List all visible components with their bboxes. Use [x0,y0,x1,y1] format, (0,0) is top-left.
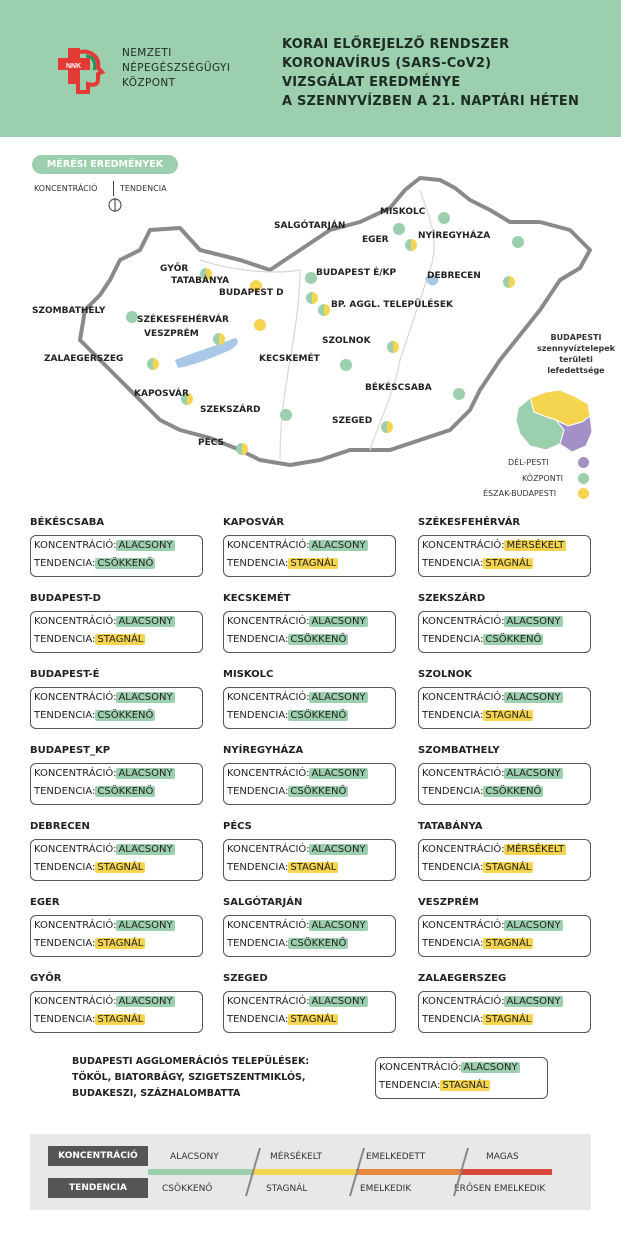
concentration-value: ALACSONY [506,616,561,627]
card-title-eger: EGER [30,897,60,908]
tendency-label: TENDENCIA: [422,862,484,873]
city-marker-budapest-d [306,292,318,304]
result-card-p-cs [223,839,396,881]
concentration-label: KONCENTRÁCIÓ: [34,616,117,627]
concentration-value: ALACSONY [311,692,366,703]
concentration-value: ALACSONY [506,920,561,931]
concentration-label: KONCENTRÁCIÓ: [422,920,505,931]
tendency-label: TENDENCIA: [34,634,96,645]
card-title-szeged: SZEGED [223,973,268,984]
scale-separators [30,1134,591,1210]
scale-tend-level-4: ERŐSEN EMELKEDIK [454,1184,546,1194]
card-title-tatab-nya: TATABÁNYA [418,821,483,832]
tendency-value: STAGNÁL [485,558,532,569]
scale-tend-level-2: STAGNÁL [266,1184,308,1194]
tendency-value: STAGNÁL [97,938,144,949]
concentration-label: KONCENTRÁCIÓ: [34,540,117,551]
scale-tend-level-1: CSÖKKENŐ [162,1184,213,1194]
card-title-p-cs: PÉCS [223,821,252,832]
result-card-veszpr-m [418,915,591,957]
svg-text:NNK: NNK [66,63,82,70]
city-label-szombathely: SZOMBATHELY [32,306,106,316]
tendency-label: TENDENCIA: [34,558,96,569]
tendency-label: TENDENCIA: [34,1014,96,1025]
card-title-szombathely: SZOMBATHELY [418,745,500,756]
tendency-value: STAGNÁL [485,710,532,721]
city-label-szeksz-rd: SZEKSZÁRD [200,405,261,415]
tendency-value: CSÖKKENŐ [485,634,542,645]
concentration-label: KONCENTRÁCIÓ: [34,692,117,703]
tendency-value: STAGNÁL [97,1014,144,1025]
card-title-debrecen: DEBRECEN [30,821,90,832]
concentration-label: KONCENTRÁCIÓ: [422,996,505,1007]
org-name: NEMZETI NÉPEGÉSZSÉGÜGYI KÖZPONT [122,47,231,89]
city-marker-debrecen [503,276,515,288]
city-marker-p-cs [236,443,248,455]
tendency-value: CSÖKKENŐ [97,710,154,721]
tendency-label: TENDENCIA: [422,710,484,721]
card-title-szeksz-rd: SZEKSZÁRD [418,593,486,604]
bp-legend-dot-yellow [578,488,589,499]
result-card-szeged [223,991,396,1033]
tendency-label: TENDENCIA: [422,558,484,569]
result-card-sz-kesfeh-rv-r [418,535,591,577]
concentration-label: KONCENTRÁCIÓ: [227,844,310,855]
scale-konc-level-4: MAGAS [486,1152,519,1162]
bp-legend-title: BUDAPESTI szennyvíztelepek területi lefedettsége [537,333,615,375]
concentration-label: KONCENTRÁCIÓ: [34,996,117,1007]
concentration-value: ALACSONY [311,540,366,551]
result-card-eger [30,915,203,957]
tendency-value: STAGNÁL [97,634,144,645]
tendency-value: STAGNÁL [290,558,337,569]
city-label-debrecen: DEBRECEN [427,271,481,281]
card-title-budapest-kp: BUDAPEST_KP [30,745,111,756]
city-label-veszpr-m: VESZPRÉM [144,329,199,339]
concentration-value: MÉRSÉKELT [506,844,565,855]
scale-konc-level-2: MÉRSÉKELT [270,1152,322,1162]
concentration-label: KONCENTRÁCIÓ: [227,540,310,551]
tendency-label: TENDENCIA: [422,634,484,645]
concentration-value: ALACSONY [311,616,366,627]
section-label-results: MÉRÉSI EREDMÉNYEK [32,155,178,174]
tendency-value: CSÖKKENŐ [97,786,154,797]
agglomeration-title: BUDAPESTI AGGLOMERÁCIÓS TELEPÜLÉSEK: TÖKÖL, BIATORBÁGY, SZIGETSZENTMIKLÓS, BUDAKESZI, SZÁZHALOMBATTA [72,1056,310,1099]
card-title-gy-r: GYŐR [30,973,62,984]
scale-tendency-tag: TENDENCIA [48,1178,148,1198]
bp-legend-item-del-pesti: DÉL-PESTI [508,458,549,467]
result-card-kecskem-t [223,611,396,653]
tendency-label: TENDENCIA: [422,1014,484,1025]
concentration-value: ALACSONY [118,920,173,931]
concentration-value: ALACSONY [311,768,366,779]
concentration-value: ALACSONY [311,996,366,1007]
tendency-value: CSÖKKENŐ [290,710,347,721]
concentration-value: MÉRSÉKELT [506,540,565,551]
concentration-label: KONCENTRÁCIÓ: [227,768,310,779]
result-card-debrecen [30,839,203,881]
card-title-kaposv-r: KAPOSVÁR [223,517,285,528]
tendency-value: STAGNÁL [485,862,532,873]
city-label-kaposv-r: KAPOSVÁR [134,389,189,399]
bp-legend-item-eszak-budapesti: ÉSZAK-BUDAPESTI [483,489,557,498]
city-label-b-k-scsaba: BÉKÉSCSABA [365,383,432,393]
tendency-label: TENDENCIA: [422,786,484,797]
tendency-value: STAGNÁL [290,1014,337,1025]
scale-concentration-tag: KONCENTRÁCIÓ [48,1146,148,1166]
concentration-value: ALACSONY [311,844,366,855]
bp-legend-dot-green [578,473,589,484]
tendency-value: STAGNÁL [485,938,532,949]
card-title-budapest-d: BUDAPEST-D [30,593,101,604]
card-title-kecskem-t: KECSKEMÉT [223,593,291,604]
scale-legend [30,1134,591,1210]
tendency-value: STAGNÁL [290,862,337,873]
scale-konc-level-1: ALACSONY [170,1152,219,1162]
result-card-szeksz-rd [418,611,591,653]
city-marker-ny-regyh-za [512,236,524,248]
result-card-ny-regyh-za [223,763,396,805]
city-label-sz-kesfeh-rv-r: SZÉKESFEHÉRVÁR [137,315,229,325]
card-title-veszpr-m: VESZPRÉM [418,897,479,908]
city-label-kecskem-t: KECSKEMÉT [259,354,320,364]
city-marker-b-k-scsaba [453,388,465,400]
result-card-tatab-nya [418,839,591,881]
tendency-label: TENDENCIA: [227,862,289,873]
card-title-budapest-: BUDAPEST-É [30,669,100,680]
result-card-salg-tarj-n [223,915,396,957]
result-card-kaposv-r [223,535,396,577]
legend-tendency-label: TENDENCIA [120,184,167,193]
card-title-salg-tarj-n: SALGÓTARJÁN [223,897,303,908]
concentration-label: KONCENTRÁCIÓ: [227,920,310,931]
concentration-value: ALACSONY [311,920,366,931]
city-marker-zalaegerszeg [147,358,159,370]
result-card-szolnok [418,687,591,729]
city-label-bp-aggl-telep-l-sek: BP. AGGL. TELEPÜLÉSEK [331,300,453,310]
scale-konc-level-3: EMELKEDETT [366,1152,426,1162]
city-marker-bp-aggl-telep-l-sek [318,304,330,316]
tendency-value: STAGNÁL [485,1014,532,1025]
card-title-zalaegerszeg: ZALAEGERSZEG [418,973,507,984]
tendency-label: TENDENCIA: [227,558,289,569]
concentration-value: ALACSONY [118,616,173,627]
card-title-miskolc: MISKOLC [223,669,274,680]
tendency-label: TENDENCIA: [227,938,289,949]
city-marker-salg-tarj-n [393,223,405,235]
city-label-salg-tarj-n: SALGÓTARJÁN [274,221,346,231]
result-card-zalaegerszeg [418,991,591,1033]
city-marker-miskolc [438,212,450,224]
concentration-value: ALACSONY [506,768,561,779]
city-marker-veszpr-m [213,333,225,345]
city-marker-eger [405,239,417,251]
page-title: KORAI ELŐREJELZŐ RENDSZER KORONAVÍRUS (SARS-CoV2) VIZSGÁLAT EREDMÉNYE A SZENNYVÍZBEN A 21. NAPTÁRI HÉTEN [282,37,580,109]
concentration-label: KONCENTRÁCIÓ: [227,616,310,627]
tendency-value: STAGNÁL [97,862,144,873]
tendency-value: CSÖKKENŐ [290,786,347,797]
concentration-value: ALACSONY [506,996,561,1007]
card-title-szolnok: SZOLNOK [418,669,472,680]
concentration-label: KONCENTRÁCIÓ: [34,920,117,931]
city-label-p-cs: PÉCS [198,438,224,448]
scale-tend-level-3: EMELKEDIK [360,1184,412,1194]
city-marker-szeksz-rd [280,409,292,421]
bp-legend-dot-purple [578,457,589,468]
tendency-label: TENDENCIA: [227,786,289,797]
city-marker-szeged [381,421,393,433]
header-banner [0,0,621,137]
city-label-zalaegerszeg: ZALAEGERSZEG [44,354,124,364]
tendency-value: CSÖKKENŐ [290,634,347,645]
legend-concentration-label: KONCENTRÁCIÓ [34,184,98,193]
concentration-label: KONCENTRÁCIÓ: [227,692,310,703]
card-title-sz-kesfeh-rv-r: SZÉKESFEHÉRVÁR [418,517,521,528]
concentration-label: KONCENTRÁCIÓ: [422,768,505,779]
concentration-value: ALACSONY [118,996,173,1007]
city-label-szolnok: SZOLNOK [322,336,371,346]
concentration-value: ALACSONY [118,540,173,551]
city-label-szeged: SZEGED [332,416,373,426]
tendency-label: TENDENCIA: [422,938,484,949]
tendency-label: TENDENCIA: [34,786,96,797]
city-label-tatab-nya: TATABÁNYA [171,276,230,286]
tendency-label: TENDENCIA: [227,1014,289,1025]
budapest-districts-map [516,386,592,452]
tendency-label: TENDENCIA: [227,710,289,721]
result-card-budapest- [30,687,203,729]
city-label-gy-r: GYŐR [160,264,189,274]
nnk-logo-icon [58,46,106,94]
concentration-value: ALACSONY [118,768,173,779]
result-card-b-k-scsaba [30,535,203,577]
tendency-label: TENDENCIA: [34,862,96,873]
city-marker-sz-kesfeh-rv-r [254,319,266,331]
city-label-budapest-kp: BUDAPEST É/KP [316,268,397,278]
result-card-budapest-kp [30,763,203,805]
result-card-miskolc [223,687,396,729]
concentration-value: ALACSONY [118,692,173,703]
tendency-value: CSÖKKENŐ [290,938,347,949]
agglomeration-concentration-value: ALACSONY [463,1062,518,1073]
city-label-ny-regyh-za: NYÍREGYHÁZA [418,231,491,241]
tendency-label: TENDENCIA: [34,710,96,721]
tendency-label: TENDENCIA: [34,938,96,949]
agglomeration-card: KONCENTRÁCIÓ: ALACSONY TENDENCIA: STAGNÁL [375,1057,548,1099]
concentration-value: ALACSONY [506,692,561,703]
result-card-budapest-d [30,611,203,653]
bp-legend-item-kozponti: KÖZPONTI [522,474,563,483]
concentration-label: KONCENTRÁCIÓ: [34,844,117,855]
card-title-b-k-scsaba: BÉKÉSCSABA [30,517,105,528]
city-label-budapest-d: BUDAPEST D [219,288,284,298]
result-card-gy-r [30,991,203,1033]
agglomeration-tendency-value: STAGNÁL [442,1080,489,1091]
city-marker-szolnok [387,341,399,353]
concentration-label: KONCENTRÁCIÓ: [422,692,505,703]
concentration-label: KONCENTRÁCIÓ: [34,768,117,779]
tendency-value: CSÖKKENŐ [97,558,154,569]
card-title-ny-regyh-za: NYÍREGYHÁZA [223,745,304,756]
concentration-value: ALACSONY [118,844,173,855]
city-label-eger: EGER [362,235,389,245]
tendency-label: TENDENCIA: [227,634,289,645]
concentration-label: KONCENTRÁCIÓ: [227,996,310,1007]
city-marker-kecskem-t [340,359,352,371]
concentration-label: KONCENTRÁCIÓ: [422,844,505,855]
result-card-szombathely [418,763,591,805]
concentration-label: KONCENTRÁCIÓ: [422,540,505,551]
tendency-value: CSÖKKENŐ [485,786,542,797]
city-label-miskolc: MISKOLC [380,207,426,217]
concentration-label: KONCENTRÁCIÓ: [422,616,505,627]
